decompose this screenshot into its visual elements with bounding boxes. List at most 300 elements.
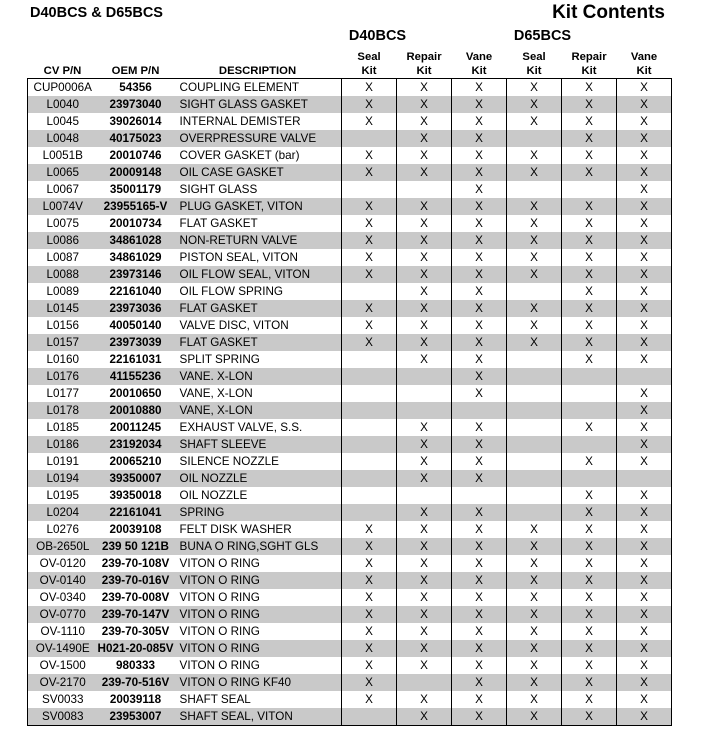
oem-part-number: 35001179: [109, 183, 162, 196]
kit-mark-d65-vane: X: [617, 589, 672, 606]
kit-mark-d65-repair: X: [562, 691, 617, 708]
oem-part-number: 20009148: [98, 164, 174, 181]
kit-mark-d65-vane: X: [617, 198, 672, 215]
cv-part-number: L0178: [28, 402, 98, 419]
kit-mark-d40-vane: X: [452, 147, 507, 164]
kit-mark-d65-vane: X: [617, 283, 672, 300]
part-description: FELT DISK WASHER: [179, 523, 292, 536]
kit-mark-d40-repair: X: [397, 232, 452, 249]
kit-mark-d40-repair: X: [397, 79, 452, 97]
cv-part-number: L0156: [28, 317, 98, 334]
col-header-cv: CV P/N: [43, 65, 82, 77]
cv-part-number: L0194: [28, 470, 98, 487]
kit-mark-d65-repair: X: [562, 572, 617, 589]
kit-mark-d40-vane: X: [452, 470, 507, 487]
kit-mark-d65-repair: X: [562, 419, 617, 436]
cv-part-number: L0040: [28, 96, 98, 113]
table-row: [28, 300, 672, 317]
oem-part-number: 22161041: [98, 504, 174, 521]
kit-mark-d65-repair: X: [562, 708, 617, 726]
oem-part-number: 23973036: [98, 300, 174, 317]
kit-mark-d40-vane: X: [452, 657, 507, 674]
kit-mark-d40-vane: X: [452, 351, 507, 368]
oem-part-number: 34861028: [98, 232, 174, 249]
kit-mark-d40-repair: [397, 385, 452, 402]
kit-mark-d65-seal: [507, 283, 562, 300]
kit-mark-d40-repair: X: [397, 436, 452, 453]
part-description: VITON O RING: [174, 606, 342, 623]
table-row: [28, 113, 672, 130]
cv-part-number: L0087: [28, 249, 98, 266]
kit-mark-d65-seal: [507, 487, 562, 504]
kit-mark-d65-vane: X: [617, 640, 672, 657]
part-description: SHAFT SEAL, VITON: [174, 708, 342, 726]
table-row: [28, 453, 672, 470]
kit-mark-d40-vane: X: [452, 79, 507, 97]
kit-mark-d40-seal: [342, 283, 397, 300]
table-row: [28, 164, 672, 181]
kit-mark-d65-repair: X: [562, 555, 617, 572]
kit-mark-d65-vane: X: [617, 572, 672, 589]
kit-mark-d65-repair: X: [562, 266, 617, 283]
col-header-oem: OEM P/N: [111, 65, 160, 77]
kit-mark-d40-seal: X: [342, 555, 397, 572]
kit-mark-d40-repair: X: [397, 538, 452, 555]
kit-mark-d40-seal: [342, 708, 397, 726]
cv-part-number: L0185: [28, 419, 98, 436]
col-header-d40-repair: Repair Kit: [406, 51, 442, 77]
kit-mark-d40-vane: X: [452, 691, 507, 708]
kit-mark-d40-vane: X: [452, 232, 507, 249]
kit-mark-d40-vane: X: [452, 640, 507, 657]
table-row: [28, 385, 672, 402]
kit-mark-d65-seal: X: [507, 317, 562, 334]
section-title: Kit Contents: [552, 2, 665, 23]
table-row: [28, 538, 672, 555]
kit-mark-d65-vane: X: [617, 334, 672, 351]
cv-part-number: OV-1490E: [28, 640, 98, 657]
cv-part-number: L0048: [28, 130, 98, 147]
kit-mark-d40-vane: X: [452, 96, 507, 113]
part-description: OVERPRESSURE VALVE: [174, 130, 342, 147]
kit-mark-d40-seal: X: [342, 606, 397, 623]
kit-mark-d65-repair: X: [562, 300, 617, 317]
kit-mark-d40-vane: X: [452, 317, 507, 334]
kit-mark-d65-repair: X: [562, 504, 617, 521]
kit-mark-d65-vane: X: [617, 708, 672, 726]
kit-mark-d65-seal: [507, 453, 562, 470]
col-header-d65-seal: Seal Kit: [522, 51, 546, 77]
kit-mark-d40-vane: X: [452, 419, 507, 436]
kit-mark-d65-seal: X: [507, 640, 562, 657]
kit-mark-d65-vane: X: [617, 504, 672, 521]
kit-mark-d65-repair: X: [562, 79, 617, 97]
cv-part-number: OV-0140: [28, 572, 98, 589]
kit-mark-d65-vane: X: [617, 147, 672, 164]
part-description: OIL FLOW SEAL, VITON: [174, 266, 342, 283]
kit-mark-d40-vane: X: [452, 538, 507, 555]
kit-mark-d40-seal: X: [342, 232, 397, 249]
table-row: [28, 708, 672, 726]
kit-mark-d65-seal: X: [507, 708, 562, 726]
kit-mark-d65-repair: X: [562, 249, 617, 266]
kit-mark-d40-seal: [342, 385, 397, 402]
kit-mark-d40-repair: [397, 181, 452, 198]
part-description: OIL FLOW SPRING: [179, 285, 284, 298]
table-row: [28, 436, 672, 453]
kit-mark-d40-repair: [397, 368, 452, 385]
kit-mark-d65-seal: X: [507, 521, 562, 538]
kit-mark-d40-repair: X: [397, 521, 452, 538]
kit-mark-d40-seal: X: [342, 164, 397, 181]
kit-mark-d65-seal: X: [507, 606, 562, 623]
kit-mark-d65-repair: X: [562, 589, 617, 606]
kit-mark-d65-vane: X: [617, 96, 672, 113]
part-description: VITON O RING: [174, 640, 342, 657]
kit-mark-d40-repair: X: [397, 691, 452, 708]
kit-mark-d65-vane: X: [617, 436, 672, 453]
kit-mark-d65-vane: X: [617, 555, 672, 572]
table-row: [28, 130, 672, 147]
kit-mark-d65-seal: [507, 402, 562, 419]
cv-part-number: L0176: [28, 368, 98, 385]
kit-mark-d65-vane: X: [617, 453, 672, 470]
kit-mark-d65-repair: X: [562, 283, 617, 300]
kit-mark-d40-seal: [342, 436, 397, 453]
oem-part-number: 239-70-516V: [98, 674, 174, 691]
part-description: OIL NOZZLE: [174, 470, 342, 487]
kit-mark-d65-vane: X: [617, 232, 672, 249]
kit-mark-d40-seal: X: [342, 521, 397, 538]
oem-part-number: 54356: [98, 79, 174, 97]
kit-mark-d40-repair: X: [397, 504, 452, 521]
oem-part-number: 20039108: [109, 523, 162, 536]
kit-mark-d65-repair: X: [562, 317, 617, 334]
table-body: [28, 79, 672, 726]
kit-mark-d65-repair: [562, 385, 617, 402]
cv-part-number: L0191: [28, 453, 98, 470]
oem-part-number: 239-70-305V: [101, 625, 170, 638]
table-row: [28, 79, 672, 97]
kit-mark-d65-repair: X: [562, 487, 617, 504]
kit-mark-d40-seal: X: [342, 589, 397, 606]
cv-part-number: OV-0770: [28, 606, 98, 623]
kit-mark-d40-vane: [452, 487, 507, 504]
kit-mark-d40-vane: X: [452, 368, 507, 385]
oem-part-number: 20065210: [109, 455, 162, 468]
kit-mark-d40-seal: X: [342, 657, 397, 674]
table-row: [28, 589, 672, 606]
table-row: [28, 147, 672, 164]
part-description: VANE. X-LON: [174, 368, 342, 385]
kit-mark-d40-seal: X: [342, 674, 397, 691]
oem-part-number: 22161031: [109, 353, 162, 366]
kit-mark-d65-vane: [617, 470, 672, 487]
kit-mark-d40-vane: X: [452, 249, 507, 266]
kit-mark-d40-vane: X: [452, 504, 507, 521]
kit-mark-d40-repair: X: [397, 334, 452, 351]
kit-mark-d65-seal: X: [507, 96, 562, 113]
oem-part-number: 20010734: [109, 217, 162, 230]
oem-part-number: 39350007: [98, 470, 174, 487]
kit-mark-d40-seal: X: [342, 623, 397, 640]
oem-part-number: 23955165-V: [98, 198, 174, 215]
cv-part-number: OB-2650L: [28, 538, 98, 555]
kit-mark-d40-seal: X: [342, 572, 397, 589]
kit-mark-d40-seal: [342, 504, 397, 521]
kit-mark-d40-seal: X: [342, 640, 397, 657]
kit-mark-d65-vane: X: [617, 164, 672, 181]
kit-mark-d40-repair: X: [397, 555, 452, 572]
table-row: [28, 504, 672, 521]
table-row: [28, 691, 672, 708]
oem-part-number: 239-70-108V: [101, 557, 170, 570]
kit-mark-d65-seal: [507, 436, 562, 453]
oem-part-number: 239-70-008V: [101, 591, 170, 604]
kit-mark-d65-vane: X: [617, 79, 672, 97]
cv-part-number: L0075: [28, 215, 98, 232]
kit-mark-d40-seal: [342, 419, 397, 436]
kit-mark-d40-vane: X: [452, 453, 507, 470]
kit-mark-d40-seal: [342, 368, 397, 385]
part-description: FLAT GASKET: [179, 217, 258, 230]
cv-part-number: OV-1500: [28, 657, 98, 674]
table-row: [28, 266, 672, 283]
kit-mark-d65-repair: X: [562, 215, 617, 232]
oem-part-number: H021-20-085V: [97, 642, 174, 655]
kit-mark-d65-repair: X: [562, 232, 617, 249]
kit-mark-d65-seal: X: [507, 538, 562, 555]
kit-mark-d65-repair: [562, 181, 617, 198]
kit-mark-d40-vane: X: [452, 589, 507, 606]
kit-mark-d65-seal: [507, 419, 562, 436]
part-description: COUPLING ELEMENT: [174, 79, 342, 97]
part-description: SHAFT SEAL: [179, 693, 251, 706]
kit-mark-d40-repair: X: [397, 470, 452, 487]
table-row: [28, 198, 672, 215]
kit-mark-d40-seal: [342, 351, 397, 368]
kit-mark-d65-repair: X: [562, 623, 617, 640]
kit-mark-d40-vane: X: [452, 708, 507, 726]
kit-mark-d40-vane: X: [452, 334, 507, 351]
kit-mark-d65-seal: X: [507, 113, 562, 130]
kit-mark-d40-vane: X: [452, 385, 507, 402]
cv-part-number: OV-2170: [28, 674, 98, 691]
kit-mark-d40-vane: X: [452, 181, 507, 198]
part-description: PISTON SEAL, VITON: [179, 251, 298, 264]
oem-part-number: 39350018: [109, 489, 162, 502]
kit-mark-d65-seal: X: [507, 657, 562, 674]
cv-part-number: L0086: [28, 232, 98, 249]
oem-part-number: 40050140: [109, 319, 162, 332]
kit-mark-d65-repair: X: [562, 606, 617, 623]
kit-mark-d65-seal: [507, 130, 562, 147]
col-header-d65-vane: Vane Kit: [630, 51, 658, 77]
cv-part-number: OV-0340: [28, 589, 98, 606]
oem-part-number: 23192034: [98, 436, 174, 453]
kit-mark-d40-seal: X: [342, 79, 397, 97]
kit-mark-d40-repair: X: [397, 164, 452, 181]
kit-mark-d65-repair: X: [562, 351, 617, 368]
kit-mark-d65-vane: X: [617, 300, 672, 317]
kit-mark-d40-vane: X: [452, 283, 507, 300]
oem-part-number: 41155236: [98, 368, 174, 385]
kit-mark-d40-repair: X: [397, 572, 452, 589]
kit-mark-d40-repair: X: [397, 215, 452, 232]
kit-mark-d65-repair: [562, 436, 617, 453]
table-row: [28, 334, 672, 351]
cv-part-number: L0088: [28, 266, 98, 283]
oem-part-number: 23953007: [98, 708, 174, 726]
cv-part-number: SV0083: [28, 708, 98, 726]
kit-mark-d40-repair: X: [397, 317, 452, 334]
part-description: VITON O RING: [179, 659, 260, 672]
kit-mark-d40-repair: X: [397, 300, 452, 317]
header-row: [28, 47, 672, 79]
kit-mark-d40-repair: X: [397, 249, 452, 266]
kit-mark-d40-repair: X: [397, 113, 452, 130]
oem-part-number: 22161040: [109, 285, 162, 298]
col-header-description: DESCRIPTION: [218, 65, 297, 77]
kit-mark-d65-vane: X: [617, 181, 672, 198]
kit-mark-d40-vane: X: [452, 436, 507, 453]
kit-mark-d65-vane: X: [617, 521, 672, 538]
kit-mark-d65-vane: X: [617, 691, 672, 708]
part-description: VITON O RING KF40: [174, 674, 342, 691]
oem-part-number: 20039118: [109, 693, 162, 706]
table-row: [28, 96, 672, 113]
part-description: SIGHT GLASS GASKET: [174, 96, 342, 113]
kit-mark-d65-seal: [507, 368, 562, 385]
kit-mark-d40-repair: X: [397, 453, 452, 470]
table-row: [28, 181, 672, 198]
kit-mark-d65-vane: X: [617, 623, 672, 640]
kit-mark-d65-seal: X: [507, 589, 562, 606]
kit-mark-d65-vane: X: [617, 419, 672, 436]
cv-part-number: CUP0006A: [28, 79, 98, 97]
oem-part-number: 239-70-016V: [98, 572, 174, 589]
cv-part-number: L0074V: [28, 198, 98, 215]
cv-part-number: L0051B: [28, 147, 98, 164]
kit-mark-d40-vane: X: [452, 266, 507, 283]
kit-mark-d65-repair: X: [562, 147, 617, 164]
kit-mark-d65-seal: X: [507, 198, 562, 215]
kit-mark-d40-seal: X: [342, 113, 397, 130]
oem-part-number: 20011245: [109, 421, 162, 434]
part-description: VANE, X-LON: [174, 402, 342, 419]
kit-mark-d40-repair: X: [397, 266, 452, 283]
table-row: [28, 674, 672, 691]
kit-mark-d65-seal: X: [507, 79, 562, 97]
kit-contents-table: [27, 47, 672, 726]
oem-part-number: 23973040: [98, 96, 174, 113]
kit-mark-d40-repair: X: [397, 351, 452, 368]
cv-part-number: L0145: [28, 300, 98, 317]
kit-mark-d65-seal: X: [507, 674, 562, 691]
kit-mark-d40-seal: X: [342, 538, 397, 555]
kit-mark-d40-repair: X: [397, 589, 452, 606]
kit-mark-d40-repair: X: [397, 130, 452, 147]
part-description: EXHAUST VALVE, S.S.: [179, 421, 303, 434]
kit-mark-d40-repair: [397, 674, 452, 691]
kit-mark-d40-vane: X: [452, 130, 507, 147]
table-row: [28, 368, 672, 385]
kit-mark-d65-seal: X: [507, 249, 562, 266]
col-header-d65-repair: Repair Kit: [571, 51, 607, 77]
col-header-d40-vane: Vane Kit: [465, 51, 493, 77]
kit-mark-d40-vane: X: [452, 164, 507, 181]
table-row: [28, 640, 672, 657]
part-description: FLAT GASKET: [174, 334, 342, 351]
cv-part-number: L0067: [28, 181, 98, 198]
kit-mark-d65-seal: [507, 351, 562, 368]
part-description: FLAT GASKET: [174, 300, 342, 317]
part-description: SHAFT SLEEVE: [174, 436, 342, 453]
kit-mark-d40-repair: X: [397, 96, 452, 113]
kit-mark-d65-vane: X: [617, 538, 672, 555]
kit-mark-d65-vane: X: [617, 215, 672, 232]
kit-mark-d40-seal: X: [342, 691, 397, 708]
part-description: OIL NOZZLE: [179, 489, 248, 502]
table-row: [28, 283, 672, 300]
kit-mark-d40-repair: X: [397, 419, 452, 436]
table-row: [28, 351, 672, 368]
kit-mark-d40-vane: X: [452, 198, 507, 215]
kit-mark-d65-seal: X: [507, 555, 562, 572]
table-row: [28, 470, 672, 487]
part-description: SPLIT SPRING: [179, 353, 260, 366]
table-row: [28, 249, 672, 266]
part-description: VANE, X-LON: [179, 387, 253, 400]
part-description: VITON O RING: [179, 625, 260, 638]
table-row: [28, 487, 672, 504]
kit-mark-d65-vane: X: [617, 249, 672, 266]
kit-mark-d40-vane: X: [452, 521, 507, 538]
kit-mark-d40-repair: X: [397, 606, 452, 623]
kit-mark-d65-vane: X: [617, 674, 672, 691]
kit-mark-d65-repair: X: [562, 674, 617, 691]
part-description: SIGHT GLASS: [179, 183, 258, 196]
part-description: VALVE DISC, VITON: [179, 319, 289, 332]
kit-mark-d40-seal: [342, 402, 397, 419]
kit-mark-d40-seal: X: [342, 249, 397, 266]
kit-mark-d40-seal: X: [342, 215, 397, 232]
kit-mark-d40-seal: [342, 470, 397, 487]
kit-mark-d65-seal: X: [507, 164, 562, 181]
kit-mark-d40-seal: X: [342, 300, 397, 317]
oem-part-number: 34861029: [109, 251, 162, 264]
oem-part-number: 23973146: [98, 266, 174, 283]
kit-mark-d40-seal: X: [342, 334, 397, 351]
oem-part-number: 239-70-147V: [98, 606, 174, 623]
kit-mark-d40-repair: X: [397, 147, 452, 164]
model-title: D40BCS & D65BCS: [30, 5, 163, 21]
kit-mark-d40-vane: X: [452, 300, 507, 317]
kit-mark-d65-seal: X: [507, 623, 562, 640]
kit-mark-d65-seal: X: [507, 215, 562, 232]
kit-mark-d65-repair: X: [562, 334, 617, 351]
oem-part-number: 239 50 121B: [98, 538, 174, 555]
part-description: INTERNAL DEMISTER: [179, 115, 301, 128]
cv-part-number: L0157: [28, 334, 98, 351]
kit-mark-d40-vane: X: [452, 623, 507, 640]
kit-mark-d40-seal: X: [342, 147, 397, 164]
kit-mark-d65-vane: X: [617, 317, 672, 334]
kit-mark-d65-seal: X: [507, 266, 562, 283]
cv-part-number: OV-0120: [28, 555, 98, 572]
kit-mark-d65-vane: X: [617, 266, 672, 283]
cv-part-number: L0160: [28, 351, 98, 368]
